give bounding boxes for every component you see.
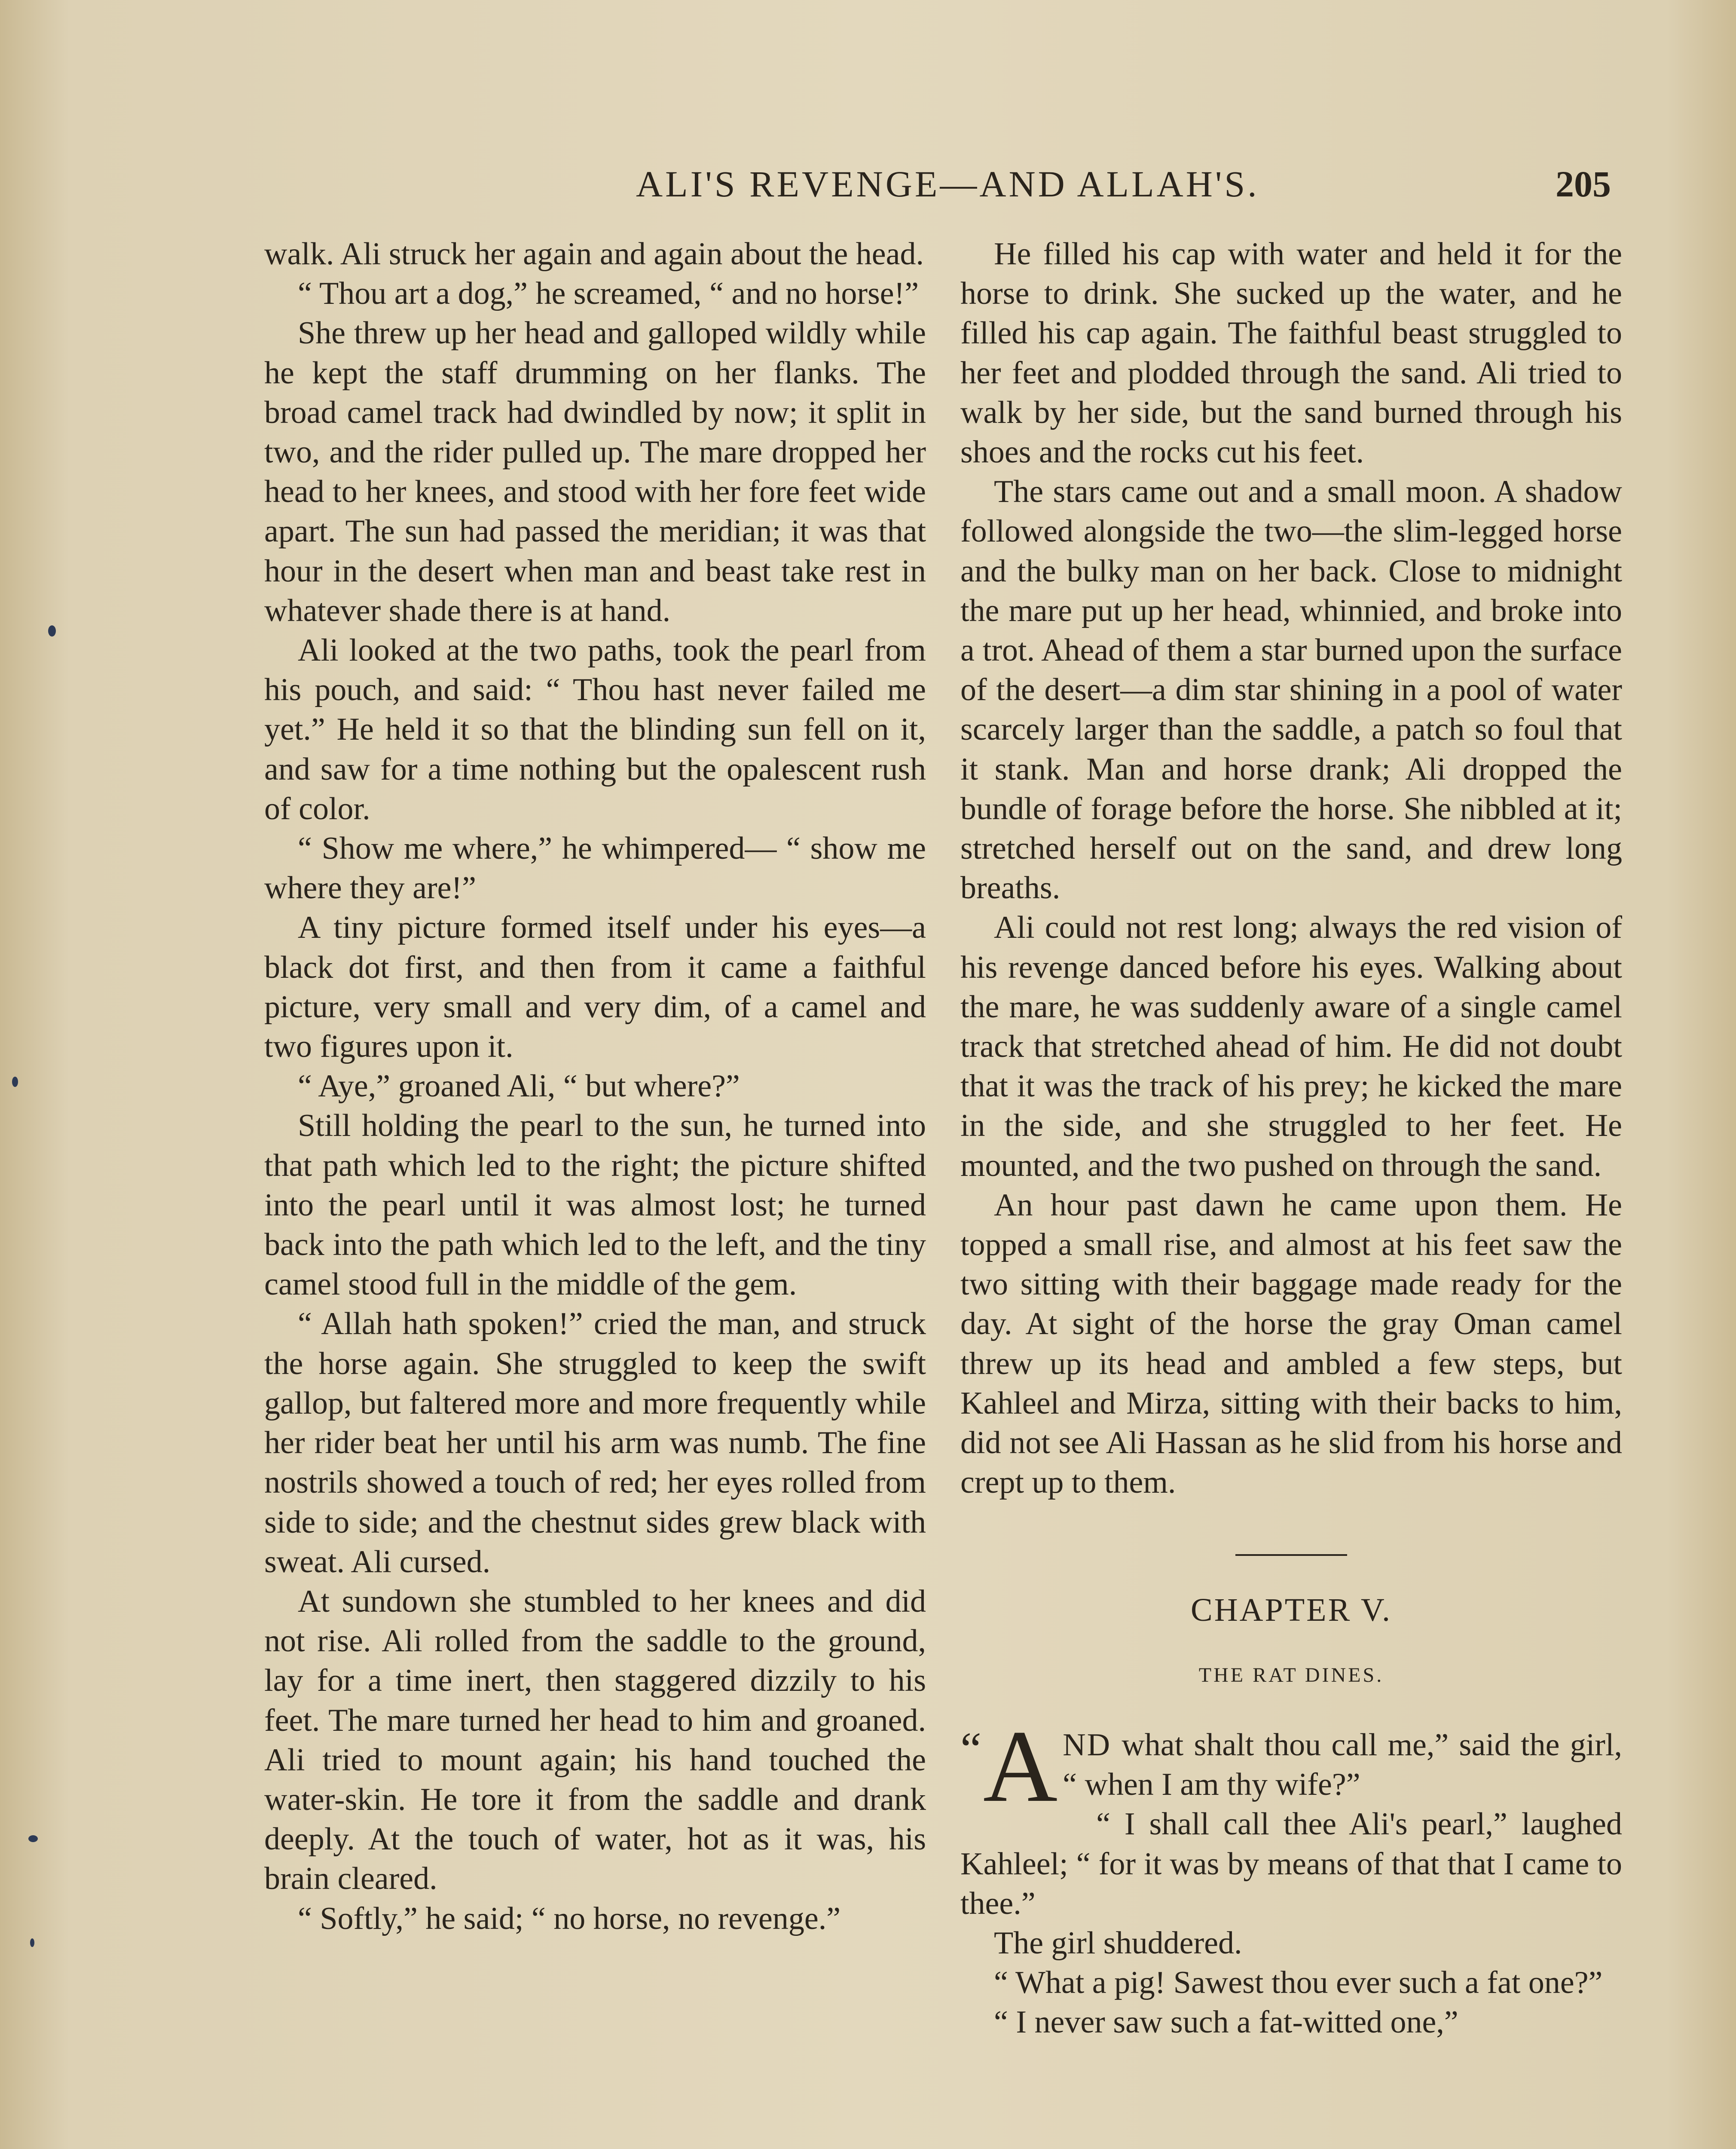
paragraph: At sundown she stumbled to her knees and did not rise. Ali rolled from the saddle to the ground, lay for a time inert, then staggered dizzily to his feet. The mare turned her head to him and groaned. Ali tried to mount again; his hand touched the water-skin. He tore it from the saddle and drank deeply. At the touch of water, hot as it was, his brain cleared. (264, 1583, 926, 1897)
paragraph: An hour past dawn he came upon them. He topped a small rise, and almost at his feet saw the two sitting with their baggage made ready for the day. At sight of the horse the gray Oman camel threw up its head and ambled a few steps, but Kahleel and Mirza, sitting with their backs to him, did not see Ali Hassan as he slid from his horse and crept up to them. (960, 1187, 1622, 1500)
paragraph: “ I shall call thee Ali's pearl,” laughed Kahleel; “ for it was by means of that that I came to thee.” (960, 1806, 1622, 1921)
paragraph: walk. Ali struck her again and again about the head. (264, 236, 924, 272)
ink-speck (48, 625, 56, 637)
paragraph: “ Allah hath spoken!” cried the man, and struck the horse again. She struggled to keep the swift gallop, but faltered more and more frequently while her rider beat her until his arm was numb. The fine nostrils showed a touch of red; her eyes rolled from side to side; and the chestnut sides grew black with sweat. Ali cursed. (264, 1306, 926, 1580)
paragraph: Still holding the pearl to the sun, he turned into that path which led to the right; the picture shifted into the pearl until it was almost lost; he turned back into the path which led to the left, and the tiny camel stood full in the middle of the gem. (264, 1108, 926, 1302)
ink-speck (30, 1938, 34, 1947)
running-title: ALI'S REVENGE—AND ALLAH'S. (636, 163, 1259, 205)
paragraph: Ali could not rest long; always the red vision of his revenge danced before his eyes. Walking about the mare, he was suddenly aware of a single camel track that stretched ahead of him. He did not doubt that it was the track of his prey; he kicked the mare in the side, and she struggled to her feet. He mounted, and the two pushed on through the sand. (960, 910, 1622, 1183)
drop-cap: A (983, 1708, 1058, 1823)
paragraph: “ Softly,” he said; “ no horse, no revenge.” (298, 1901, 841, 1936)
page-number: 205 (1556, 163, 1611, 205)
paragraph: “ What a pig! Sawest thou ever such a fat one?” (994, 1965, 1603, 2001)
section-divider (1235, 1554, 1347, 1556)
chapter-opening-paragraph (960, 1708, 1622, 1823)
ink-speck (12, 1077, 18, 1087)
opening-quote: “ (960, 1722, 981, 1775)
paragraph: A tiny picture formed itself under his eyes—a black dot first, and then from it came a faithful picture, very small and very dim, of a camel and two figures upon it. (264, 910, 926, 1065)
ink-speck (28, 1835, 38, 1842)
first-line-caps: ND (1063, 1727, 1112, 1763)
paragraph: “ I never saw such a fat-witted one,” (994, 2005, 1458, 2040)
chapter-title: CHAPTER V. (1191, 1592, 1392, 1628)
paragraph: The stars came out and a small moon. A shadow followed alongside the two—the slim-legged horse and the bulky man on her back. Close to midnight the mare put up her head, whinnied, and broke into a trot. Ahead of them a star burned upon the surface of the desert—a dim star shining in a pool of water scarcely larger than the saddle, a patch so foul that it stank. Man and horse drank; Ali dropped the bundle of forage before the horse. She nibbled at it; stretched herself out on the sand, and drew long breaths. (960, 474, 1622, 906)
paragraph: “ Thou art a dog,” he screamed, “ and no horse!” (298, 276, 919, 312)
opening-text: what shalt thou call me,” said the girl, “ when I am thy wife?” (1063, 1727, 1622, 1803)
paragraph: The girl shuddered. (994, 1925, 1242, 1961)
paragraph: He filled his cap with water and held it for the horse to drink. She sucked up the water, and he filled his cap again. The faithful beast struggled to her feet and plodded through the sand. Ali tried to walk by her side, but the sand burned through his shoes and the rocks cut his feet. (960, 236, 1622, 470)
chapter-subtitle: THE RAT DINES. (1198, 1663, 1384, 1687)
paragraph: “ Show me where,” he whimpered— “ show me where they are!” (264, 831, 926, 906)
paragraph: Ali looked at the two paths, took the pearl from his pouch, and said: “ Thou hast never failed me yet.” He held it so that the blinding sun fell on it, and saw for a time nothing but the opalescent rush of color. (264, 633, 926, 827)
paragraph: “ Aye,” groaned Ali, “ but where?” (298, 1068, 740, 1104)
right-column (960, 234, 1622, 2042)
left-column (264, 234, 926, 1938)
paragraph: She threw up her head and galloped wildly while he kept the staff drumming on her flanks. The broad camel track had dwindled by now; it split in two, and the rider pulled up. The mare dropped her head to her knees, and stood with her fore feet wide apart. The sun had passed the meridian; it was that hour in the desert when man and beast take rest in whatever shade there is at hand. (264, 315, 926, 628)
